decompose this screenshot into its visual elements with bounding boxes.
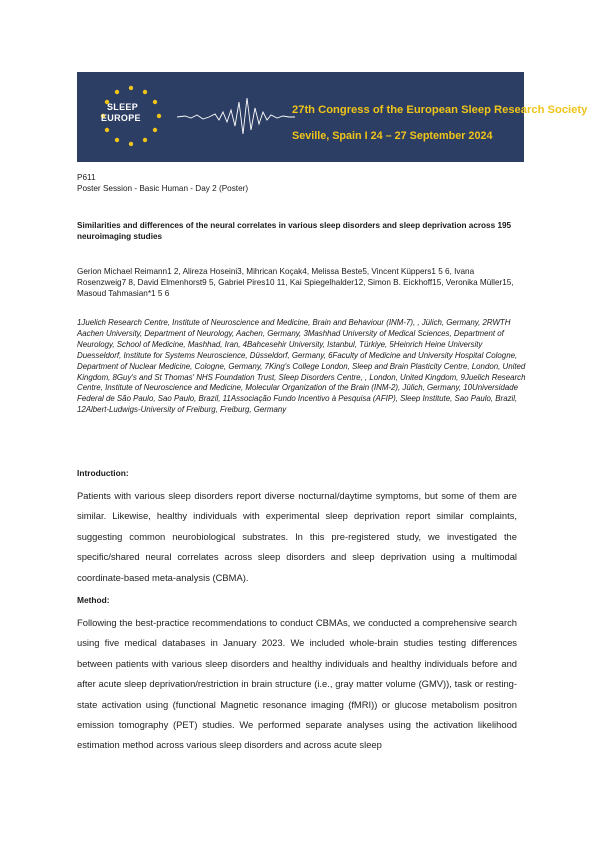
congress-title: 27th Congress of the European Sleep Research Society — [292, 104, 588, 116]
logo-line-sleep: SLEEP — [107, 102, 139, 112]
abstract-title: Similarities and differences of the neural correlates in various sleep disorders and sleep deprivation across 195 neuroimaging studies — [77, 221, 512, 241]
sleep-wave-graphic — [177, 92, 295, 142]
method-heading: Method: — [77, 595, 110, 605]
author-list: Gerion Michael Reimann1 2, Alireza Hoseini3, Mihrican Koçak4, Melissa Beste5, Vincent Küppers1 5 6, Ivana Rosenzweig7 8, David Elmenhorst9 5, Gabriel Pires10 11, Kai Spiegelhalder12, Simon B. Eickhoff15, Veronika Müller15, Masoud Tahmasian*1 5 6 — [77, 267, 514, 298]
congress-banner — [77, 72, 588, 162]
session-label: Poster Session - Basic Human - Day 2 (Poster) — [77, 184, 249, 193]
abstract-code: P611 — [77, 173, 96, 182]
abstract-meta — [77, 172, 248, 194]
method-text: Following the best-practice recommendations to conduct CBMAs, we conducted a comprehensive search using five medical databases in January 2023. We included whole-brain studies testing differences between patients with various sleep disorders and healthy individuals and healthy individuals before and after acute sleep deprivation/restriction in brain structure (i.e., gray matter volume (GMV)), task or resting-state activation using (functional Magnetic resonance imaging (fMRI)) or glucose metabolism positron emission tomography (PET) studies. We performed separate analyses using the activation likelihood estimation method across various sleep disorders and across acute sleep — [77, 617, 517, 751]
congress-location: Seville, Spain I 24 – 27 September 2024 — [292, 130, 493, 142]
introduction-heading: Introduction: — [77, 468, 129, 478]
introduction-text: Patients with various sleep disorders report diverse nocturnal/daytime symptoms, but some of them are similar. Likewise, healthy individuals with experimental sleep deprivation report similar complaints, suggesting common neurobiological substrates. In this pre-registered study, we investigated the specific/shared neural correlates across sleep disorders and sleep deprivation using a multimodal coordinate-based meta-analysis (CBMA). — [77, 490, 517, 583]
affiliation-list: 1Juelich Research Centre, Institute of Neuroscience and Medicine, Brain and Behaviour (INM-7), , Jülich, Germany, 2RWTH Aachen University, Department of Neurology, Aachen, Germany, 3Mashhad University of Medical Sciences, Department of Neurology, School of Medicine, Mashhad, Iran, 4Bahcesehir University, Istanbul, Türkiye, 5Heinrich Heine University Duesseldorf, Institute for Systems Neuroscience, Düsseldorf, Germany, 6Faculty of Medicine and University Hospital Cologne, Department of Nuclear Medicine, Cologne, Germany, 7King's College London, Sleep and Brain Plasticity Centre, London, United Kingdom, 8Guy's and St Thomas' NHS Foundation Trust, Sleep Disorders Centre, , London, United Kingdom, 9Juelich Research Centre, Institute of Neuroscience and Medicine, Molecular Organization of the Brain (INM-2), Jülich, Germany, 10Universidade Federal de São Paulo, Sao Paulo, Brazil, 11Associação Fundo Incentivo à Pesquisa (AFIP), Sleep Institute, Sao Paulo, Brazil, 12Albert-Ludwigs-University of Freiburg, Freiburg, Germany — [77, 318, 526, 415]
logo-line-europe: EUROPE — [101, 113, 141, 123]
